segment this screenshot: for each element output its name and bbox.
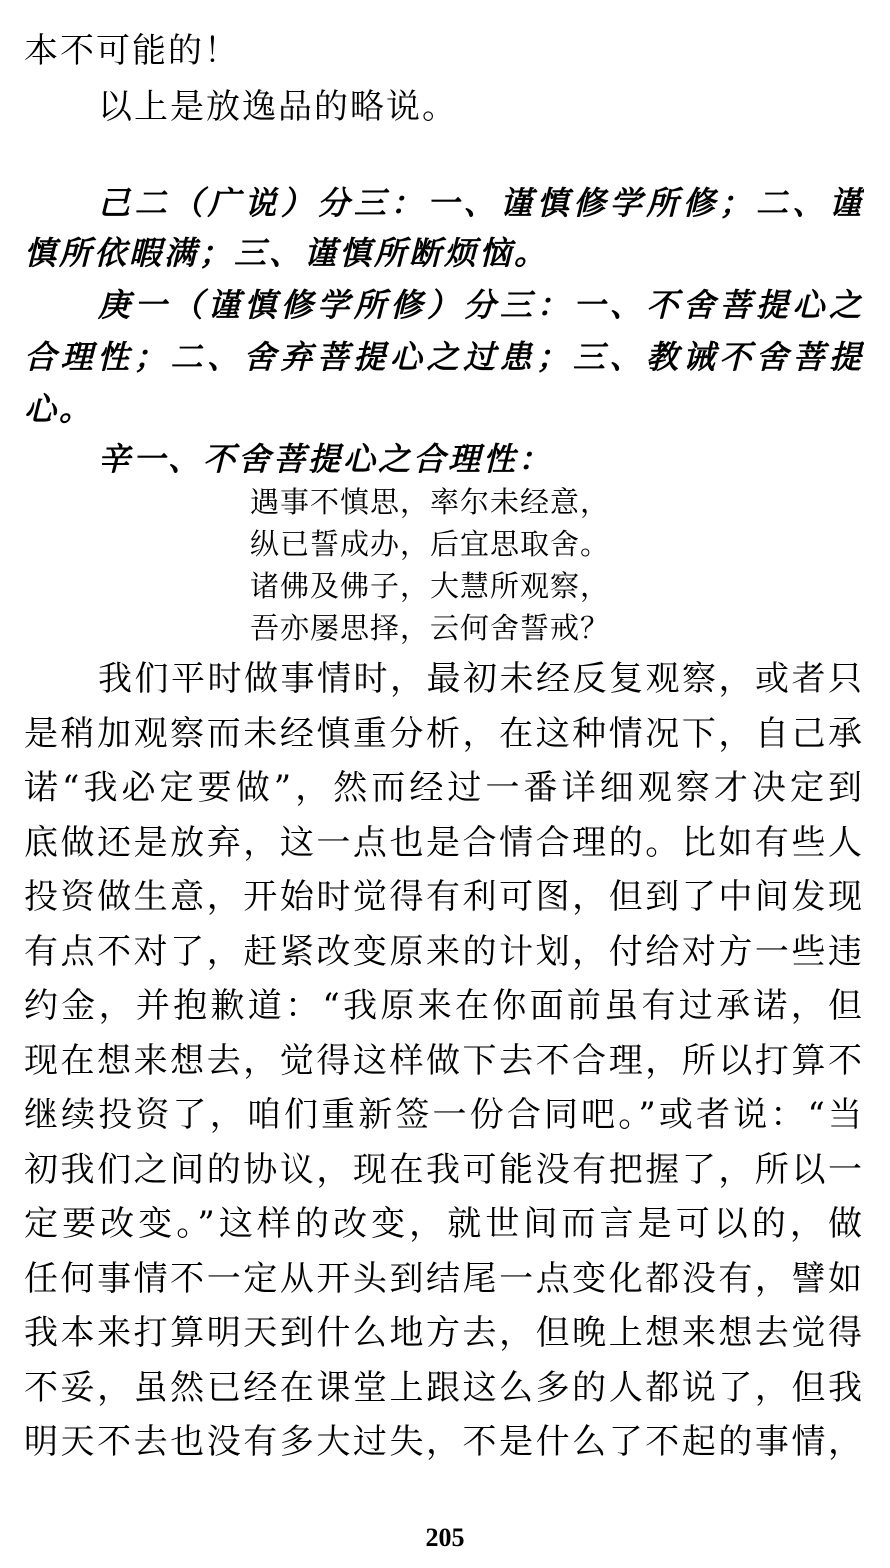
section-heading-line: 辛一、不舍菩提心之合理性： xyxy=(98,440,554,478)
section-heading-line: 己二（广说）分三：一、谨慎修学所修；二、谨 xyxy=(98,184,864,222)
body-line: 继续投资了，咱们重新签一份合同吧。”或者说：“当 xyxy=(24,1095,864,1135)
body-line: 我本来打算明天到什么地方去，但晚上想来想去觉得 xyxy=(24,1313,864,1353)
body-line: 是稍加观察而未经慎重分析，在这种情况下，自己承 xyxy=(24,714,864,754)
verse-line: 遇事不慎思，率尔未经意， xyxy=(250,485,611,519)
body-line: 投资做生意，开始时觉得有利可图，但到了中间发现 xyxy=(24,877,864,917)
section-heading-line: 庚一（谨慎修学所修）分三：一、不舍菩提心之 xyxy=(98,286,864,324)
body-line: 现在想来想去，觉得这样做下去不合理，所以打算不 xyxy=(24,1041,864,1081)
text-line: 以上是放逸品的略说。 xyxy=(98,87,458,127)
body-line: 定要改变。”这样的改变，就世间而言是可以的，做 xyxy=(24,1204,864,1244)
verse-line: 纵已誓成办，后宜思取舍。 xyxy=(250,527,611,561)
verse-line: 诸佛及佛子，大慧所观察， xyxy=(250,569,611,603)
body-line: 初我们之间的协议，现在我可能没有把握了，所以一 xyxy=(24,1150,864,1190)
body-line: 约金，并抱歉道：“我原来在你面前虽有过承诺，但 xyxy=(24,986,864,1026)
verse-line: 吾亦屡思择，云何舍誓戒？ xyxy=(250,611,611,645)
body-line: 不妥，虽然已经在课堂上跟这么多的人都说了，但我 xyxy=(24,1368,864,1408)
body-line: 有点不对了，赶紧改变原来的计划，付给对方一些违 xyxy=(24,932,864,972)
page-number: 205 xyxy=(425,1523,465,1552)
text-line: 本不可能的！ xyxy=(24,31,240,71)
section-heading-line: 慎所依暇满；三、谨慎所断烦恼。 xyxy=(24,234,550,272)
body-line: 诺“我必定要做”，然而经过一番详细观察才决定到 xyxy=(24,768,864,808)
body-line: 我们平时做事情时，最初未经反复观察，或者只 xyxy=(98,659,864,699)
section-heading-line: 合理性；二、舍弃菩提心之过患；三、教诫不舍菩提 xyxy=(24,338,864,376)
section-heading-line: 心。 xyxy=(24,390,95,428)
body-line: 明天不去也没有多大过失，不是什么了不起的事情， xyxy=(24,1422,864,1462)
body-line: 任何事情不一定从开头到结尾一点变化都没有，譬如 xyxy=(24,1259,864,1299)
body-line: 底做还是放弃，这一点也是合情合理的。比如有些人 xyxy=(24,823,864,863)
